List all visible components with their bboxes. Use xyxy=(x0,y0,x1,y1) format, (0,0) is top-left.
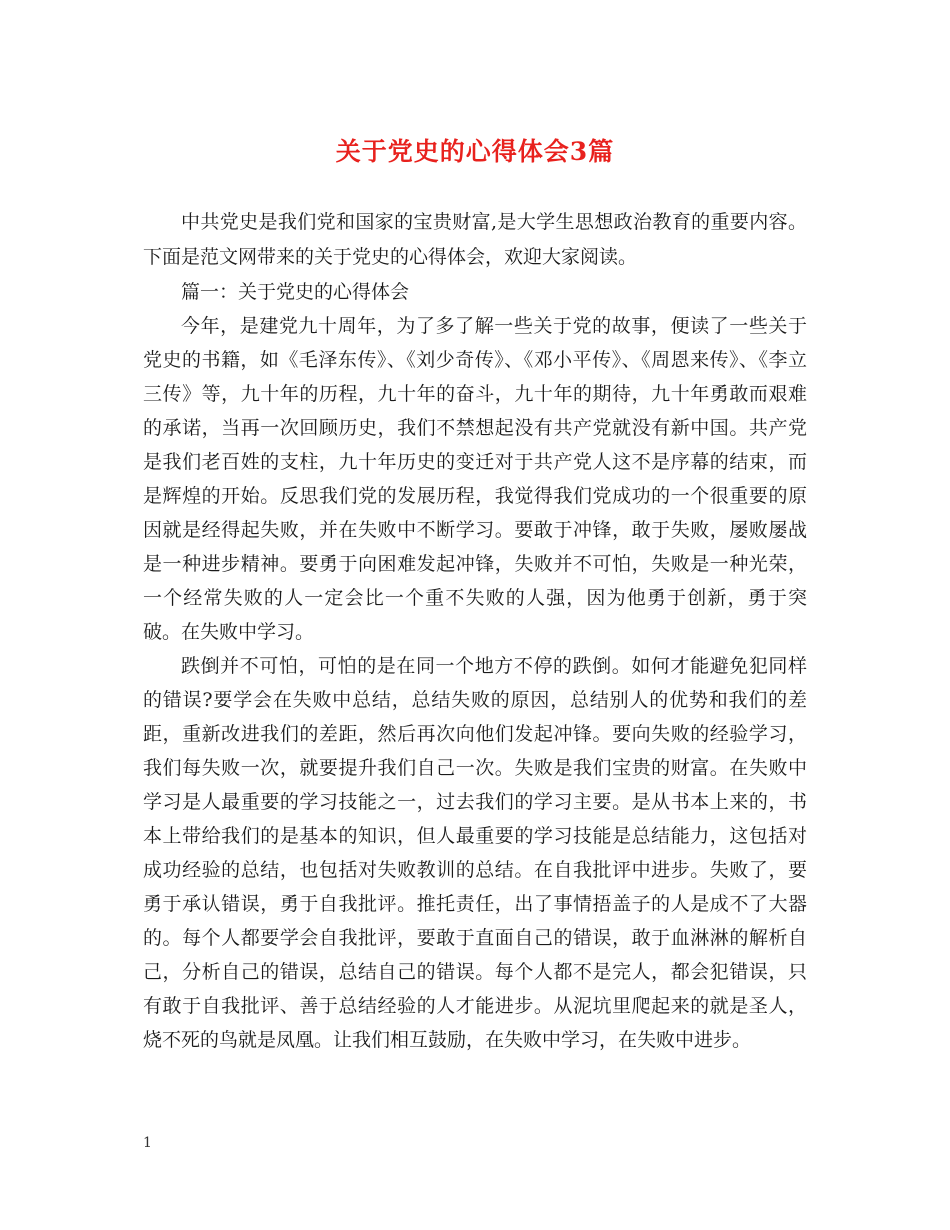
document-body xyxy=(143,205,807,1057)
document-title: 关于党史的心得体会3篇 xyxy=(335,137,615,166)
page-number: 1 xyxy=(143,1135,152,1151)
section-heading: 篇一：关于党史的心得体会 xyxy=(181,281,410,303)
intro-paragraph: 中共党史是我们党和国家的宝贵财富,是大学生思想政治教育的重要内容。下面是范文网带来的关于党史的心得体会，欢迎大家阅读。 xyxy=(143,211,807,268)
body-paragraph-2: 跌倒并不可怕，可怕的是在同一个地方不停的跌倒。如何才能避免犯同样的错误?要学会在失败中总结，总结失败的原因，总结别人的优势和我们的差距，重新改进我们的差距，然后再次向他们发起冲锋。要向失败的经验学习，我们每失败一次，就要提升我们自己一次。失败是我们宝贵的财富。在失败中学习是人最重要的学习技能之一，过去我们的学习主要。是从书本上来的，书本上带给我们的是基本的知识，但人最重要的学习技能是总结能力，这包括对成功经验的总结，也包括对失败教训的总结。在自我批评中进步。失败了，要勇于承认错误，勇于自我批评。推托责任，出了事情捂盖子的人是成不了大器的。每个人都要学会自我批评，要敢于直面自己的错误，敢于血淋淋的解析自己，分析自己的错误，总结自己的错误。每个人都不是完人，都会犯错误，只有敢于自我批评、善于总结经验的人才能进步。从泥坑里爬起来的就是圣人，烧不死的鸟就是凤凰。让我们相互鼓励，在失败中学习，在失败中进步。 xyxy=(143,655,807,1051)
body-paragraph-1: 今年，是建党九十周年，为了多了解一些关于党的故事，便读了一些关于党史的书籍，如《毛泽东传》、《刘少奇传》、《邓小平传》、《周恩来传》、《李立三传》等，九十年的历程，九十年的奋斗，九十年的期待，九十年勇敢而艰难的承诺，当再一次回顾历史，我们不禁想起没有共产党就没有新中国。共产党是我们老百姓的支柱，九十年历史的变迁对于共产党人这不是序幕的结束，而是辉煌的开始。反思我们党的发展历程，我觉得我们党成功的一个很重要的原因就是经得起失败，并在失败中不断学习。要敢于冲锋，敢于失败，屡败屡战是一种进步精神。要勇于向困难发起冲锋，失败并不可怕，失败是一种光荣，一个经常失败的人一定会比一个重不失败的人强，因为他勇于创新，勇于突破。在失败中学习。 xyxy=(143,315,807,643)
